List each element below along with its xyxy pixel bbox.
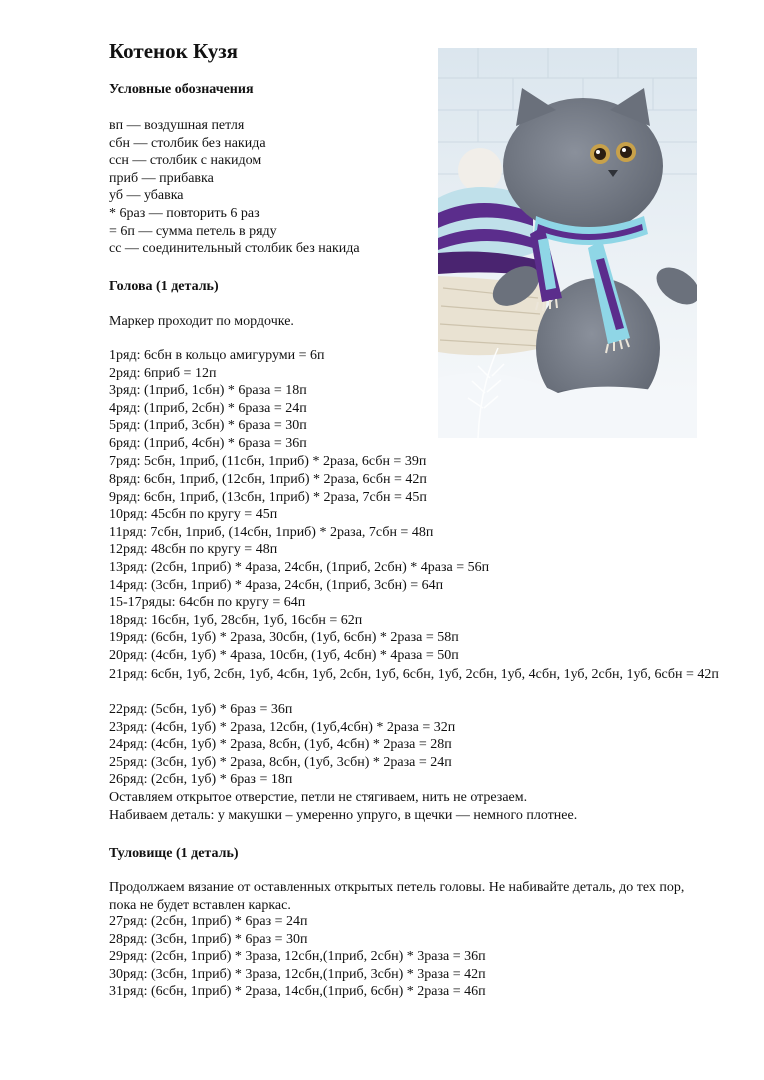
pattern-row: 24ряд: (4сбн, 1уб) * 2раза, 8сбн, (1уб, 4сбн) * 2раза = 28п [109,737,452,753]
pattern-row: 11ряд: 7сбн, 1приб, (14сбн, 1приб) * 2раза, 7сбн = 48п [109,524,434,540]
pattern-row: 21ряд: 6сбн, 1уб, 2сбн, 1уб, 4сбн, 1уб, 2сбн, 1уб, 6сбн, 1уб, 2сбн, 1уб, 4сбн, 1уб, 2сбн, 1уб, 6сбн = 42п [109,667,719,682]
page-title: Котенок Кузя [109,39,238,63]
pattern-row: 29ряд: (2сбн, 1приб) * 3раза, 12сбн,(1приб, 2сбн) * 3раза = 36п [109,949,486,965]
head-intro: Маркер проходит по мордочке. [109,314,294,329]
pattern-row: 14ряд: (3сбн, 1приб) * 4раза, 24сбн, (1приб, 3сбн) = 64п [109,577,444,593]
pattern-row: 15-17ряды: 64сбн по кругу = 64п [109,595,306,611]
pattern-row: 18ряд: 16сбн, 1уб, 28сбн, 1уб, 16сбн = 62п [109,612,363,628]
kitten-toy-photo [438,48,697,438]
legend-item: = 6п — сумма петель в ряду [109,223,277,239]
pattern-row: 25ряд: (3сбн, 1уб) * 2раза, 8сбн, (1уб, 3сбн) * 2раза = 24п [109,754,452,770]
pattern-row: 20ряд: (4сбн, 1уб) * 4раза, 10сбн, (1уб, 4сбн) * 4раза = 50п [109,647,459,663]
photo-watermark: Bazueva Elena [616,409,675,418]
legend-item: * 6раз — повторить 6 раз [109,205,260,221]
body-heading: Туловище (1 деталь) [109,846,239,861]
pattern-row: 5ряд: (1приб, 3сбн) * 6раза = 30п [109,418,307,434]
body-rows-list [109,913,486,1001]
pattern-row: 9ряд: 6сбн, 1приб, (13сбн, 1приб) * 2раза, 7сбн = 45п [109,489,427,505]
pattern-row: 10ряд: 45сбн по кругу = 45п [109,507,278,523]
pattern-row: 3ряд: (1приб, 1сбн) * 6раза = 18п [109,383,307,399]
note-line: Набиваем деталь: у макушки – умеренно упруго, в щечки — немного плотнее. [109,807,578,823]
pattern-row: 31ряд: (6сбн, 1приб) * 2раза, 14сбн,(1приб, 6сбн) * 2раза = 46п [109,984,486,1000]
pattern-row: 30ряд: (3сбн, 1приб) * 3раза, 12сбн,(1приб, 3сбн) * 3раза = 42п [109,966,486,982]
head-rows-list [109,347,426,470]
legend-item: приб — прибавка [109,170,214,186]
pattern-row: 26ряд: (2сбн, 1уб) * 6раз = 18п [109,772,293,788]
pattern-row: 22ряд: (5сбн, 1уб) * 6раз = 36п [109,702,293,717]
head-rows-list [109,471,489,665]
legend-list [109,117,360,258]
legend-item: вп — воздушная петля [109,118,245,133]
pattern-row: 7ряд: 5сбн, 1приб, (11сбн, 1приб) * 2раза, 6сбн = 39п [109,453,427,469]
legend-heading: Условные обозначения [109,82,254,97]
pattern-row: 28ряд: (3сбн, 1приб) * 6раз = 30п [109,931,308,947]
pattern-row: 27ряд: (2сбн, 1приб) * 6раз = 24п [109,914,308,929]
pattern-row: 6ряд: (1приб, 4сбн) * 6раза = 36п [109,435,307,451]
legend-item: сс — соединительный столбик без накида [109,241,360,257]
note-line: Оставляем открытое отверстие, петли не стягиваем, нить не отрезаем. [109,790,528,805]
body-intro: Продолжаем вязание от оставленных открытых петель головы. Не набивайте деталь, до тех пор, пока не будет вставлен каркас. [109,880,685,913]
head-notes [109,789,577,824]
pattern-row: 2ряд: 6приб = 12п [109,365,217,381]
pattern-row: 8ряд: 6сбн, 1приб, (12сбн, 1приб) * 2раза, 6сбн = 42п [109,472,427,487]
kitten-illustration [438,48,697,438]
legend-item: ссн — столбик с накидом [109,153,262,169]
head-heading: Голова (1 деталь) [109,279,219,294]
legend-item: сбн — столбик без накида [109,135,266,151]
pattern-row: 12ряд: 48сбн по кругу = 48п [109,542,278,558]
head-rows-list [109,701,455,789]
pattern-row: 19ряд: (6сбн, 1уб) * 2раза, 30сбн, (1уб, 6сбн) * 2раза = 58п [109,630,459,646]
pattern-row: 1ряд: 6сбн в кольцо амигуруми = 6п [109,348,325,363]
pattern-row: 4ряд: (1приб, 2сбн) * 6раза = 24п [109,400,307,416]
pattern-row: 13ряд: (2сбн, 1приб) * 4раза, 24сбн, (1приб, 2сбн) * 4раза = 56п [109,559,490,575]
legend-item: уб — убавка [109,188,184,204]
pattern-row: 23ряд: (4сбн, 1уб) * 2раза, 12сбн, (1уб,4сбн) * 2раза = 32п [109,719,456,735]
